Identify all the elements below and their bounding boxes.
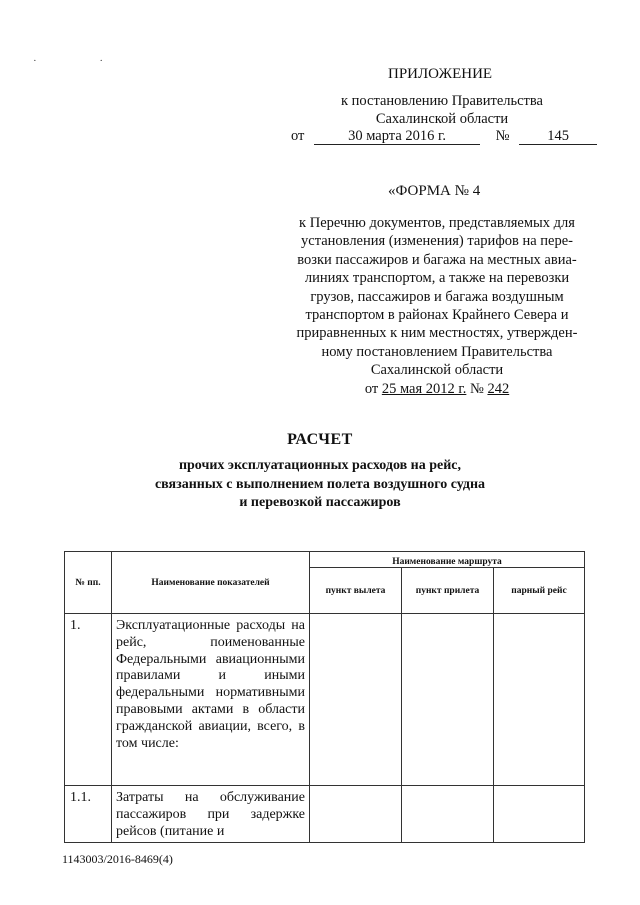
- row-number: 1.: [65, 614, 112, 786]
- reference-date-line: [282, 380, 592, 398]
- reference-line: установления (изменения) тарифов на пере-: [301, 233, 573, 250]
- reference-from-label: от: [364, 380, 379, 397]
- header-departure: пункт вылета: [310, 568, 402, 614]
- row-indicator: Эксплуатационные расходы на рейс, поименованные Федеральными авиационными правилами и иными федеральными нормативными правовыми актами в области гражданской авиации, всего, в том числе:: [112, 614, 310, 786]
- annex-title: ПРИЛОЖЕНИЕ: [388, 66, 493, 82]
- subtitle-line: связанных с выполнением полета воздушного судна: [154, 476, 486, 492]
- annex-line-1: к постановлению Правительства: [341, 93, 543, 109]
- header-pair-flight: парный рейс: [494, 568, 585, 614]
- table-row: [65, 614, 585, 786]
- annex-from-label: от: [291, 128, 305, 144]
- subtitle-line: прочих эксплуатационных расходов на рейс,: [178, 458, 462, 473]
- reference-line: Сахалинской области: [370, 362, 504, 379]
- annex-line-2: Сахалинской области: [375, 111, 509, 127]
- reference-line: возки пассажиров и багажа на местных авиа-: [297, 251, 577, 268]
- cell-departure: [310, 786, 402, 843]
- document-subtitle: [0, 457, 640, 513]
- reference-line: к Перечню документов, представляемых для: [299, 215, 575, 231]
- reference-line: грузов, пассажиров и багажа воздушным: [310, 288, 564, 305]
- reference-line: линиях транспортом, а также на перевозки: [304, 270, 570, 287]
- cell-arrival: [402, 614, 494, 786]
- header-arrival: пункт прилета: [402, 568, 494, 614]
- cell-pair-flight: [494, 614, 585, 786]
- annex-number: 145: [519, 128, 597, 145]
- form-reference: [282, 214, 592, 398]
- reference-line: транспортом в районах Крайнего Севера и: [305, 307, 569, 324]
- row-number: 1.1.: [65, 786, 112, 843]
- document-code: 1143003/2016-8469(4): [62, 852, 173, 866]
- reference-number-label: №: [469, 380, 484, 397]
- annex-date-line: [291, 128, 597, 145]
- table-row: [65, 786, 585, 843]
- annex-number-label: №: [495, 128, 510, 144]
- cell-arrival: [402, 786, 494, 843]
- reference-line: ному постановлением Правительства: [321, 343, 553, 360]
- subtitle-line: и перевозкой пассажиров: [239, 495, 401, 510]
- form-title: «ФОРМА № 4: [388, 183, 481, 199]
- cell-pair-flight: [494, 786, 585, 843]
- reference-line: приравненных к ним местностях, утвержден-: [296, 325, 578, 342]
- scan-specks: · ·: [33, 55, 134, 67]
- header-route: Наименование маршрута: [310, 552, 585, 568]
- document-title: РАСЧЕТ: [287, 431, 353, 448]
- reference-number: 242: [487, 380, 510, 397]
- cell-departure: [310, 614, 402, 786]
- header-indicator-name: Наименование показателей: [112, 552, 310, 614]
- annex-date: 30 марта 2016 г.: [314, 128, 480, 145]
- row-indicator: Затраты на обслуживание пассажиров при задержке рейсов (питание и: [112, 786, 310, 843]
- reference-date: 25 мая 2012 г.: [381, 380, 467, 397]
- expenses-table: [64, 551, 585, 843]
- header-number: № пп.: [65, 552, 112, 614]
